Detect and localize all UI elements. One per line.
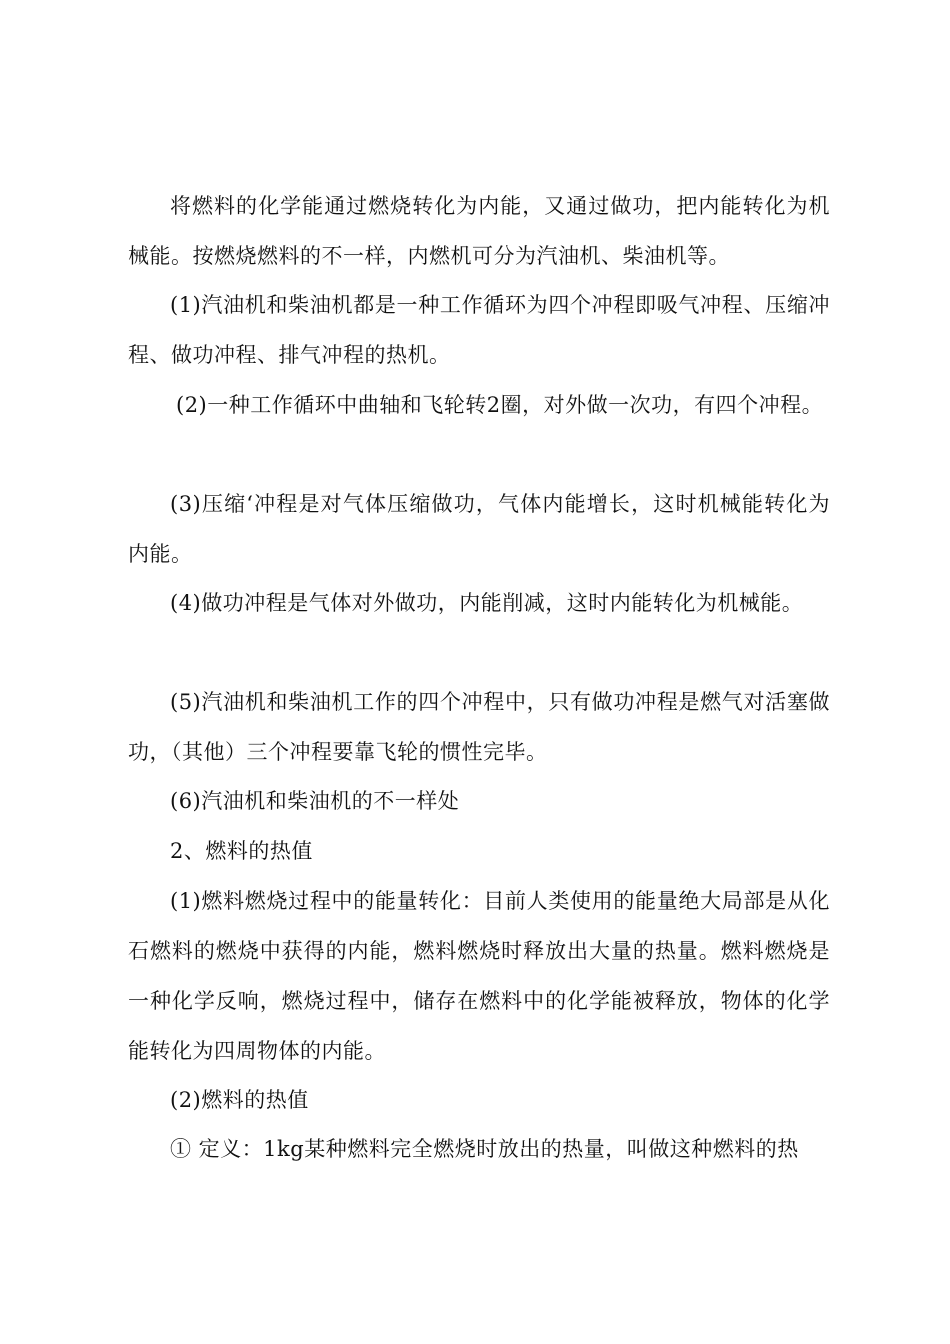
paragraph-heat-value: (2)燃料的热值 [170,1088,309,1112]
paragraph-item-3: (3)压缩‘冲程是对气体压缩做功，气体内能增长，这时机械能转化为内能。 [128,492,830,566]
paragraph-intro: 将燃料的化学能通过燃烧转化为内能，又通过做功，把内能转化为机械能。按燃烧燃料的不一样，内燃机可分为汽油机、柴油机等。 [128,194,830,268]
paragraph-item-6: (6)汽油机和柴油机的不一样处 [170,789,460,813]
paragraph-item-5: (5)汽油机和柴油机工作的四个冲程中，只有做功冲程是燃气对活塞做功，（其他）三个冲程要靠飞轮的惯性完毕。 [128,690,830,764]
paragraph-definition: ① 定义：1kg某种燃料完全燃烧时放出的热量，叫做这种燃料的热 [170,1137,799,1161]
section-heading-fuel-heat-value: 2、燃料的热值 [170,839,313,863]
paragraph-item-2: (2)一种工作循环中曲轴和飞轮转2圈，对外做一次功，有四个冲程。 [176,393,824,417]
paragraph-energy-conversion: (1)燃料燃烧过程中的能量转化：目前人类使用的能量绝大局部是从化石燃料的燃烧中获得的内能，燃料燃烧时释放出大量的热量。燃料燃烧是一种化学反响，燃烧过程中，储存在燃料中的化学能被释放，物体的化学能转化为四周物体的内能。 [128,889,830,1063]
paragraph-item-1: (1)汽油机和柴油机都是一种工作循环为四个冲程即吸气冲程、压缩冲程、做功冲程、排气冲程的热机。 [128,293,830,367]
paragraph-item-4: (4)做功冲程是气体对外做功，内能削减，这时内能转化为机械能。 [170,591,804,615]
